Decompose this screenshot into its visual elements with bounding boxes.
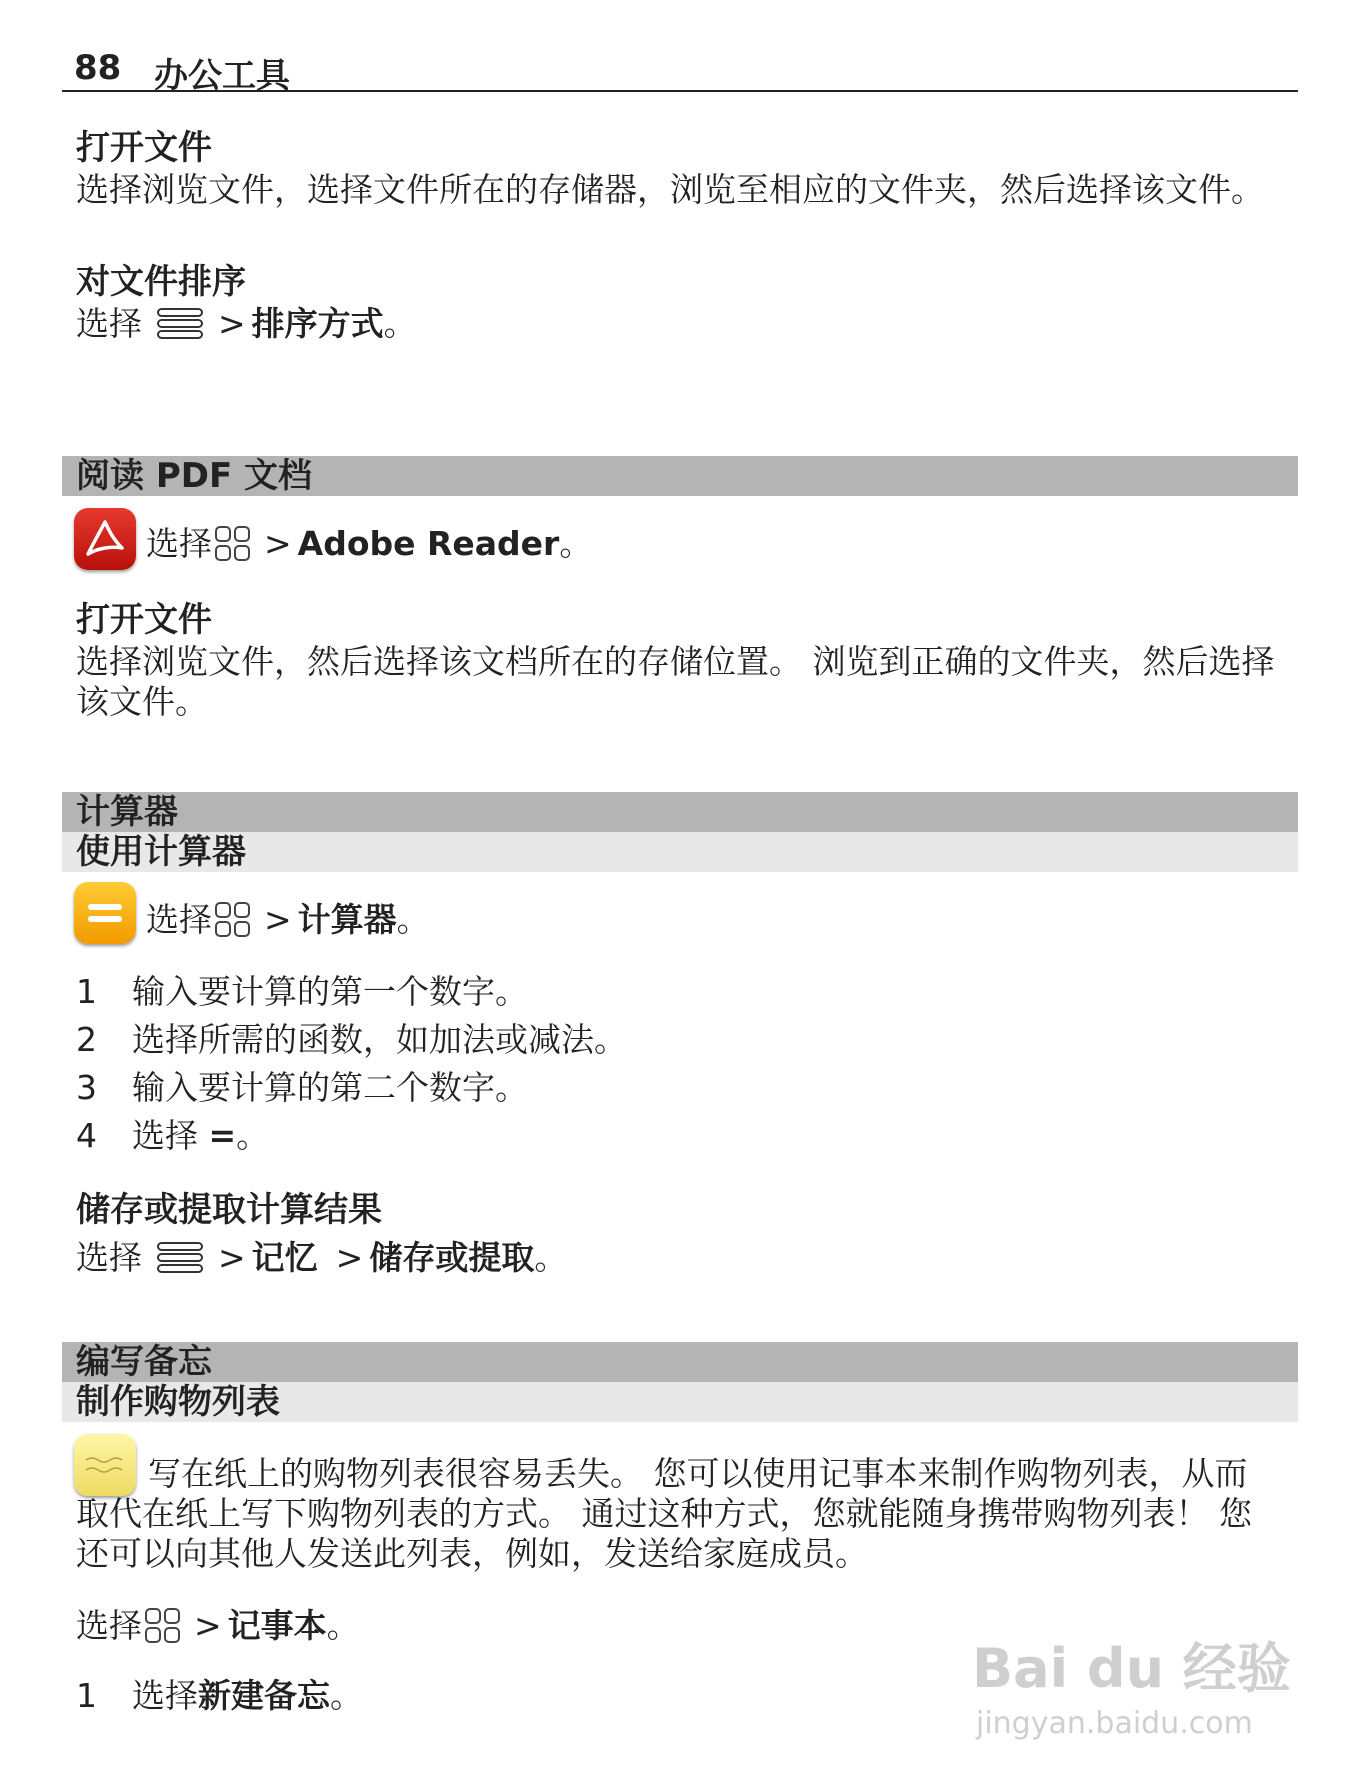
open-file-title: 打开文件: [76, 128, 212, 168]
adobe-reader-icon: [74, 508, 136, 570]
watermark-url: jingyan.baidu.com: [976, 1706, 1253, 1741]
calculator-steps: [76, 968, 627, 1160]
section-bar-calculator: [62, 792, 1298, 832]
calculator-sub-heading: 使用计算器: [76, 832, 246, 872]
memory-title: 储存或提取计算结果: [76, 1190, 382, 1230]
notes-heading: 编写备忘: [76, 1342, 212, 1382]
notes-intro: 写在纸上的购物列表很容易丢失。 您可以使用记事本来制作购物列表，从而取代在纸上写下购物列表的方式。 通过这种方式，您就能随身携带购物列表！ 您还可以向其他人发送此列表，例如，发送给家庭成员。: [76, 1454, 1252, 1573]
menu-lines-icon: [156, 1241, 204, 1275]
watermark-brand: Bai du 经验: [972, 1637, 1291, 1700]
app-grid-icon: [144, 1607, 182, 1645]
page-number: 88: [74, 48, 122, 88]
sort-instruction: 选择 > 排序方式 。: [76, 304, 417, 343]
calculator-icon: [74, 882, 136, 944]
pdf-target: Adobe Reader: [297, 524, 560, 563]
app-grid-icon: [214, 901, 252, 939]
pdf-open-body: 选择浏览文件，然后选择该文档所在的存储位置。 浏览到正确的文件夹，然后选择该文件。: [76, 642, 1275, 721]
app-grid-icon: [214, 525, 252, 563]
sort-target: 排序方式: [251, 304, 384, 343]
section-bar-notes: [62, 1342, 1298, 1382]
notes-steps: [76, 1672, 363, 1720]
sub-bar-use-calculator: [62, 832, 1298, 872]
notes-instruction: 选择 > 记事本 。: [76, 1606, 360, 1645]
sub-bar-shopping-list: [62, 1382, 1298, 1422]
list-item: 4 选择 = 。: [76, 1116, 270, 1155]
list-item: 2 选择所需的函数，如加法或减法。: [76, 1020, 627, 1059]
menu-lines-icon: [156, 307, 204, 341]
page-header: [62, 46, 1298, 96]
calculator-instruction: 选择 > 计算器 。: [146, 900, 430, 939]
memory-instruction: 选择 > 记忆 > 储存或提取 。: [76, 1238, 568, 1277]
notes-target: 记事本: [227, 1606, 327, 1645]
section-title: 办公工具: [154, 56, 290, 96]
list-item: 1 选择 新建备忘 。: [76, 1676, 363, 1715]
list-item: 3 输入要计算的第二个数字。: [76, 1068, 528, 1107]
sort-title: 对文件排序: [76, 262, 246, 302]
pdf-instruction: 选择 > Adobe Reader 。: [146, 524, 593, 563]
pdf-open-title: 打开文件: [76, 600, 212, 640]
notes-sub-heading: 制作购物列表: [76, 1382, 280, 1422]
open-file-body: 选择浏览文件，选择文件所在的存储器，浏览至相应的文件夹，然后选择该文件。: [76, 170, 1264, 209]
pdf-heading: 阅读 PDF 文档: [76, 456, 313, 496]
calculator-heading: 计算器: [76, 792, 178, 832]
list-item: 1 输入要计算的第一个数字。: [76, 972, 528, 1011]
calculator-target: 计算器: [297, 900, 397, 939]
section-bar-pdf: [62, 456, 1298, 496]
